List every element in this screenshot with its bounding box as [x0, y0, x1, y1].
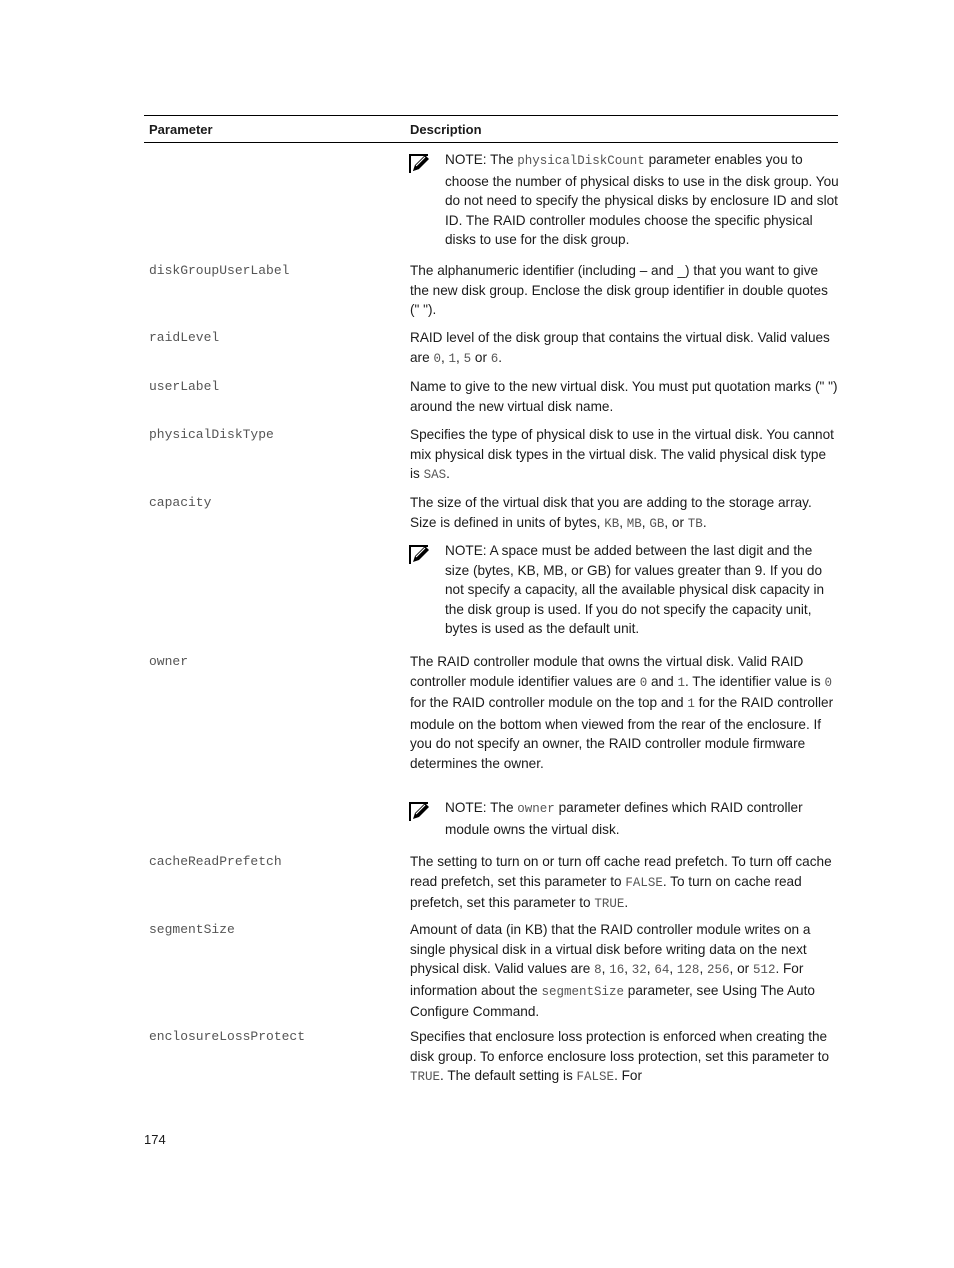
table-row — [144, 652, 838, 774]
param-name: enclosureLossProtect — [149, 1029, 306, 1044]
note-text-b: parameter defines which RAID controller module owns the virtual disk. — [445, 800, 803, 837]
value-code: FALSE — [625, 875, 663, 890]
desc-sep: , or — [729, 961, 753, 977]
value-code: MB — [626, 516, 642, 531]
value-code: 512 — [752, 963, 776, 978]
table-row — [144, 920, 838, 1022]
note-physical-disk-count — [409, 150, 839, 250]
value-code: 64 — [654, 963, 670, 978]
desc-text: parameter, see Using The Auto Configure Command. — [410, 982, 815, 1020]
param-description — [410, 920, 838, 1022]
header-parameter: Parameter — [149, 121, 213, 137]
desc-end: . — [702, 514, 707, 530]
desc-sep: , — [669, 961, 677, 977]
desc-sep: , — [646, 961, 655, 977]
param-name: capacity — [149, 495, 212, 510]
value-code: TRUE — [410, 1070, 441, 1085]
table-row — [144, 328, 838, 369]
param-name: segmentSize — [149, 922, 235, 937]
desc-sep: , — [699, 961, 707, 977]
header-description: Description — [410, 121, 482, 137]
param-name: diskGroupUserLabel — [149, 263, 290, 278]
note-code: owner — [517, 802, 555, 816]
note-text — [445, 150, 839, 250]
note-pencil-icon — [409, 150, 445, 250]
param-description — [410, 652, 838, 774]
desc-text: Specifies the type of physical disk to use in the virtual disk. You cannot mix physical disk types in the virtual disk. The valid physical disk type is — [410, 427, 834, 482]
note-pencil-icon — [409, 798, 445, 839]
note-body: A space must be added between the last digit and the size (bytes, KB, MB, or GB) for values greater than 9. If you do not specify a capacity, all the available physical disk capacity in the disk group is used. If you do not specify the capacity unit, bytes is used as the default unit. — [445, 543, 825, 637]
desc-text: . The identifier value is — [684, 673, 825, 689]
value-code: 5 — [463, 351, 472, 366]
note-label: NOTE: — [445, 152, 487, 167]
note-label: NOTE: — [445, 800, 487, 815]
desc-sep: , — [440, 349, 449, 365]
param-name: physicalDiskType — [149, 427, 274, 442]
desc-text: . The default setting is — [440, 1068, 577, 1084]
value-code: 1 — [677, 675, 685, 690]
value-code: 1 — [687, 697, 695, 712]
note-pencil-icon — [409, 541, 445, 639]
value-code: 8 — [594, 963, 602, 978]
param-description — [410, 425, 838, 486]
desc-end: . — [624, 895, 629, 911]
value-code: 128 — [676, 963, 700, 978]
param-description — [410, 1027, 838, 1088]
page-number: 174 — [144, 1132, 166, 1147]
desc-sep: , — [456, 349, 464, 365]
desc-text: The size of the virtual disk that you are adding to the storage array. Size is defined in units of bytes, — [410, 495, 812, 530]
param-description: The alphanumeric identifier (including – and _) that you want to give the new disk group. Enclose the disk group identifier in double quotes (" "). — [410, 263, 828, 318]
note-text — [445, 798, 839, 839]
desc-text: The RAID controller module that owns the virtual disk. Valid RAID controller module identifier values are — [410, 654, 804, 689]
note-label: NOTE: — [445, 543, 487, 558]
desc-sep: , — [624, 961, 632, 977]
note-text-b: parameter enables you to choose the number of physical disks to use in the disk group. You do not need to specify the physical disks by enclosure ID and slot ID. The RAID controller modules choose the specific physical disks to use for the disk group. — [445, 152, 839, 248]
value-code: 16 — [609, 963, 625, 978]
param-name: cacheReadPrefetch — [149, 854, 282, 869]
desc-sep: and — [647, 673, 678, 689]
desc-sep: , — [619, 514, 627, 530]
param-name: owner — [149, 654, 189, 669]
value-code: TRUE — [594, 897, 625, 912]
table-row — [144, 261, 838, 320]
desc-text: The setting to turn on or turn off cache read prefetch. To turn off cache read prefetch, set this parameter to — [410, 854, 832, 889]
table-row — [144, 493, 838, 534]
note-text — [445, 541, 839, 639]
note-code: physicalDiskCount — [517, 154, 645, 168]
table-row — [144, 852, 838, 915]
note-capacity — [409, 541, 839, 639]
note-text-a: The — [490, 152, 518, 167]
value-code: 0 — [433, 351, 441, 366]
value-code: FALSE — [576, 1070, 615, 1085]
value-code: 32 — [631, 963, 647, 978]
parameter-table — [144, 115, 839, 1085]
value-code: 0 — [639, 675, 648, 690]
value-code: 256 — [707, 963, 730, 978]
desc-text: for the RAID controller module on the bottom when viewed from the rear of the enclosure. If you do not specify an owner, the RAID controller module firmware determines the owner. — [410, 695, 834, 771]
desc-sep: , or — [664, 514, 688, 530]
value-code: 6 — [490, 351, 499, 366]
desc-text: . For information about the — [410, 961, 804, 998]
value-code: TB — [687, 516, 703, 531]
table-row — [144, 377, 838, 416]
desc-text: Amount of data (in KB) that the RAID controller module writes on a single physical disk in a virtual disk before writing data on the next physical disk. Valid values are — [410, 922, 811, 977]
value-code: GB — [649, 516, 665, 531]
desc-text: Specifies that enclosure loss protection is enforced when creating the disk group. To enforce enclosure loss protection, set this parameter to — [410, 1029, 830, 1064]
note-owner — [409, 798, 839, 839]
desc-sep: , — [641, 514, 650, 530]
param-description — [410, 493, 838, 534]
param-description — [410, 328, 838, 369]
desc-text: for the RAID controller module on the top and — [410, 695, 688, 711]
note-text-a: The — [490, 800, 518, 815]
param-description — [410, 852, 838, 915]
param-description: Name to give to the new virtual disk. You must put quotation marks (" ") around the new virtual disk name. — [410, 379, 838, 414]
value-code: KB — [604, 516, 620, 531]
desc-end: . — [498, 349, 503, 365]
value-code: SAS — [423, 468, 447, 483]
desc-text: RAID level of the disk group that contains the virtual disk. Valid values are — [410, 330, 830, 365]
desc-sep: or — [471, 349, 491, 365]
desc-sep: , — [601, 961, 610, 977]
desc-end: . — [446, 466, 450, 482]
value-code: 1 — [448, 351, 457, 366]
table-row — [144, 425, 838, 486]
desc-text: . To turn on cache read prefetch, set this parameter to — [410, 873, 802, 911]
param-name: raidLevel — [149, 330, 220, 345]
param-name: userLabel — [149, 379, 220, 394]
table-row — [144, 1027, 838, 1088]
table-header — [144, 115, 838, 143]
desc-end: . For — [614, 1068, 643, 1084]
value-code: segmentSize — [541, 984, 625, 999]
value-code: 0 — [824, 675, 833, 690]
